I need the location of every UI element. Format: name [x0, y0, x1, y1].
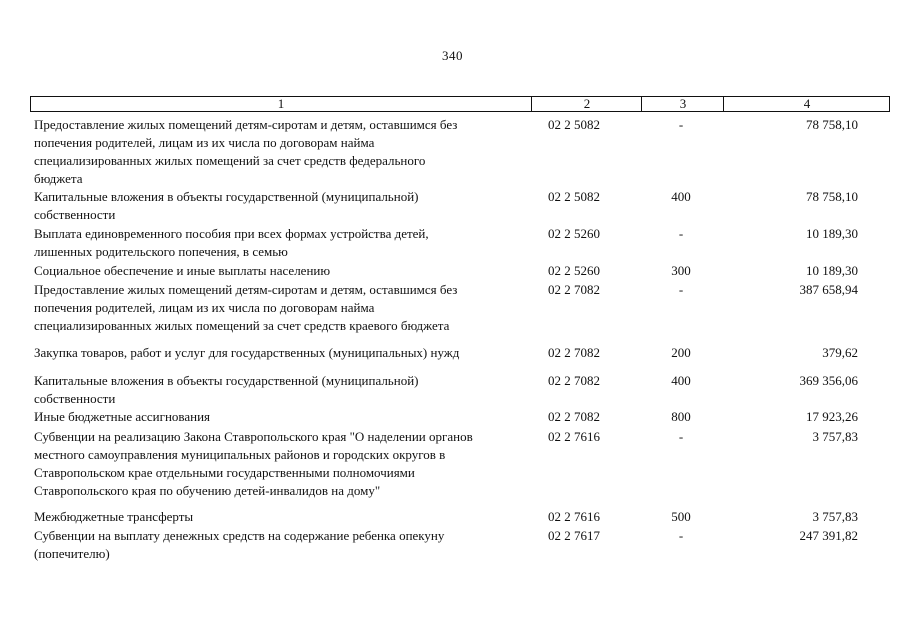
row-name — [34, 225, 524, 261]
row-sum: 78 758,10 — [806, 117, 858, 132]
row-sum: 247 391,82 — [799, 528, 858, 543]
row-code: 02 2 5260 — [548, 226, 600, 241]
row-name-line: лишенных родительского попечения, в семью — [34, 244, 288, 259]
row-sum: 10 189,30 — [806, 263, 858, 278]
row-sum: 387 658,94 — [799, 282, 858, 297]
row-code: 02 2 5082 — [548, 189, 600, 204]
row-code: 02 2 5260 — [548, 263, 600, 278]
row-name — [34, 372, 524, 408]
row-name-line: бюджета — [34, 171, 83, 186]
row-type: - — [678, 117, 684, 132]
row-name-line: Ставропольского края по обучению детей-инвалидов на дому" — [34, 483, 381, 498]
row-name-line: специализированных жилых помещений за счет средств федерального — [34, 153, 426, 168]
row-name-line: Капитальные вложения в объекты государственной (муниципальной) — [34, 189, 419, 204]
row-name — [34, 344, 524, 362]
row-name-line: местного самоуправления муниципальных районов и городских округов в — [34, 447, 446, 462]
header-col-3: 3 — [641, 97, 724, 111]
row-code: 02 2 7616 — [548, 429, 600, 444]
row-name — [34, 116, 524, 188]
row-name-line: Субвенции на реализацию Закона Ставропольского края "О наделении органов — [34, 429, 473, 444]
row-name-line: попечения родителей, лицам из их числа по договорам найма — [34, 135, 375, 150]
row-type: 800 — [671, 409, 691, 424]
row-code: 02 2 7617 — [548, 528, 600, 543]
table-header — [30, 96, 890, 112]
row-type: - — [678, 429, 684, 444]
row-name-line: Предоставление жилых помещений детям-сиротам и детям, оставшимся без — [34, 282, 458, 297]
page-number: 340 — [442, 48, 463, 63]
row-name-line: специализированных жилых помещений за счет средств краевого бюджета — [34, 318, 450, 333]
row-name-line: попечения родителей, лицам из их числа по договорам найма — [34, 300, 375, 315]
row-name-line: Социальное обеспечение и иные выплаты населению — [34, 263, 331, 278]
row-sum: 17 923,26 — [806, 409, 858, 424]
row-sum: 3 757,83 — [812, 509, 858, 524]
row-name-line: Ставропольском крае отдельными государственными полномочиями — [34, 465, 415, 480]
row-sum: 379,62 — [822, 345, 858, 360]
row-name — [34, 281, 524, 335]
row-name — [34, 428, 524, 500]
row-type: - — [678, 282, 684, 297]
row-name — [34, 508, 524, 526]
row-name-line: собственности — [34, 391, 116, 406]
row-code: 02 2 7082 — [548, 345, 600, 360]
row-code: 02 2 7082 — [548, 373, 600, 388]
row-name-line: Выплата единовременного пособия при всех формах устройства детей, — [34, 226, 429, 241]
row-sum: 10 189,30 — [806, 226, 858, 241]
row-code: 02 2 7082 — [548, 282, 600, 297]
row-type: 500 — [671, 509, 691, 524]
row-name — [34, 188, 524, 224]
row-name — [34, 408, 524, 426]
header-col-1: 1 — [277, 96, 285, 111]
row-name — [34, 262, 524, 280]
row-type: - — [678, 226, 684, 241]
row-type: - — [678, 528, 684, 543]
row-name-line: Иные бюджетные ассигнования — [34, 409, 211, 424]
row-type: 400 — [671, 189, 691, 204]
row-name-line: собственности — [34, 207, 116, 222]
header-col-4: 4 — [723, 97, 890, 111]
row-name-line: Капитальные вложения в объекты государственной (муниципальной) — [34, 373, 419, 388]
row-sum: 3 757,83 — [812, 429, 858, 444]
row-name-line: Предоставление жилых помещений детям-сиротам и детям, оставшимся без — [34, 117, 458, 132]
row-type: 400 — [671, 373, 691, 388]
header-col-2: 2 — [531, 97, 642, 111]
row-name-line: (попечителю) — [34, 546, 110, 561]
row-name-line: Межбюджетные трансферты — [34, 509, 194, 524]
row-code: 02 2 7616 — [548, 509, 600, 524]
row-code: 02 2 7082 — [548, 409, 600, 424]
row-name — [34, 527, 524, 563]
row-code: 02 2 5082 — [548, 117, 600, 132]
row-name-line: Субвенции на выплату денежных средств на содержание ребенка опекуну — [34, 528, 445, 543]
row-sum: 369 356,06 — [799, 373, 858, 388]
row-sum: 78 758,10 — [806, 189, 858, 204]
row-type: 300 — [671, 263, 691, 278]
row-type: 200 — [671, 345, 691, 360]
row-name-line: Закупка товаров, работ и услуг для государственных (муниципальных) нужд — [34, 345, 460, 360]
